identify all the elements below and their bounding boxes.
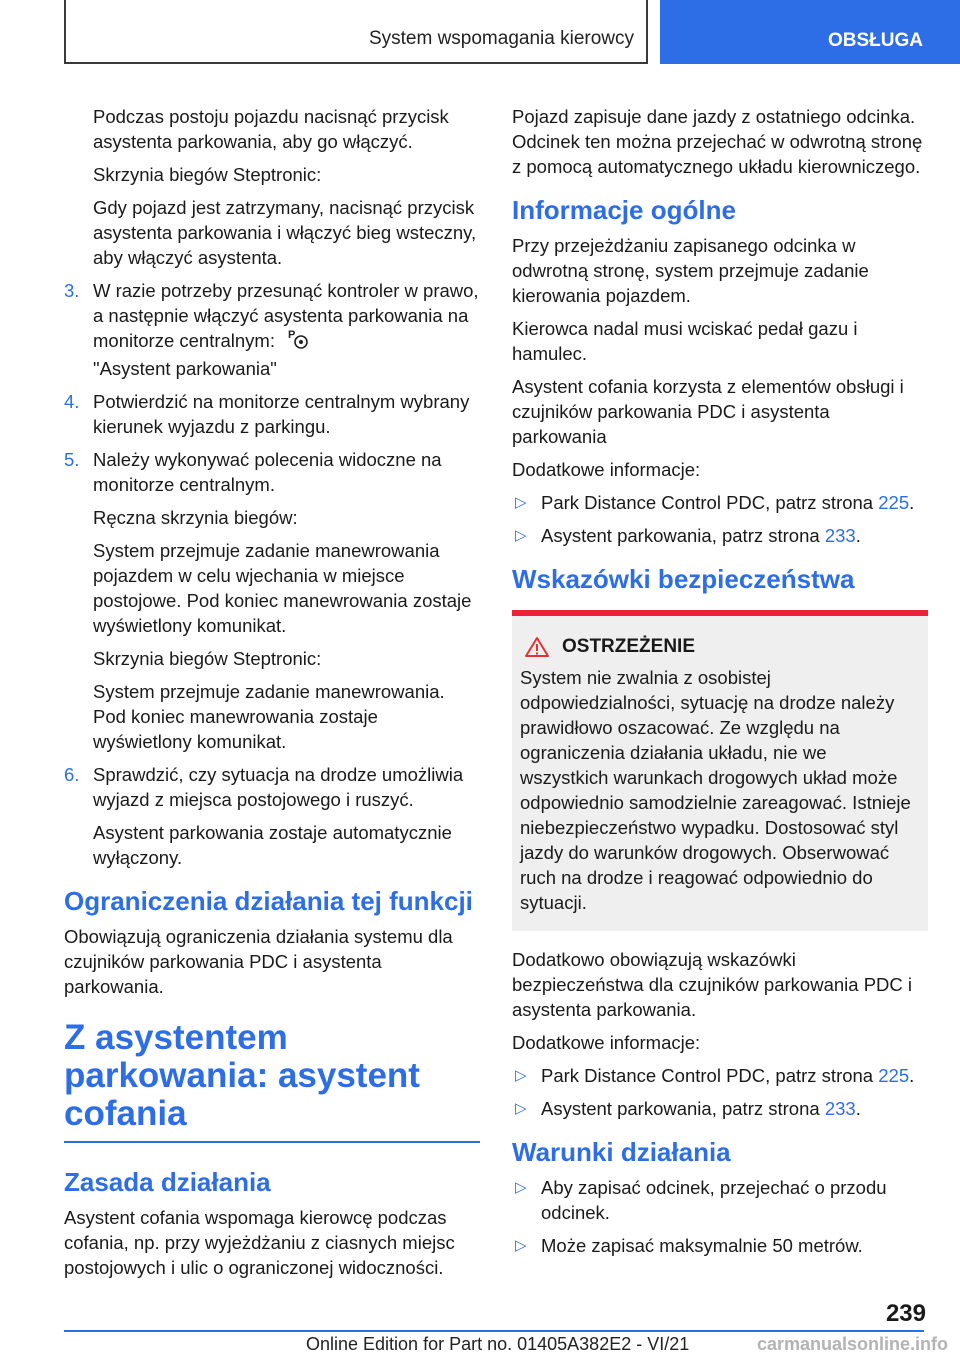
paragraph: Skrzynia biegów Steptronic:: [93, 648, 322, 670]
page-link[interactable]: 225: [878, 492, 910, 513]
paragraph: System przejmuje zadanie manewrowania pojazdem w celu wjechania w miejsce postojowe. Pod koniec manewrowania zostaje wyświetlony komunikat.: [93, 540, 472, 637]
page-link[interactable]: 233: [824, 525, 856, 546]
heading-limits: Ograniczenia działania tej funkcji: [64, 886, 473, 917]
section-title: System wspomagania kierowcy: [368, 28, 634, 49]
list-item: ▷ Asystent parkowania, patrz strona 233.: [515, 525, 861, 546]
list-item: ▷ Park Distance Control PDC, patrz strona 225.: [515, 1065, 915, 1086]
paragraph: Obowiązują ograniczenia działania systemu dla czujników parkowania PDC i asystenta parkowania.: [64, 926, 453, 998]
paragraph: Asystent parkowania zostaje automatycznie wyłączony.: [93, 822, 452, 869]
step-text: Potwierdzić na monitorze centralnym wybrany kierunek wyjazdu z parkingu.: [93, 391, 470, 438]
list-item-text: Może zapisać maksymalnie 50 metrów.: [541, 1235, 863, 1256]
paragraph: Asystent cofania wspomaga kierowcę podczas cofania, np. przy wyjeżdżaniu z ciasnych miejsc postojowych i ulic o ograniczonej widoczności.: [64, 1207, 455, 1279]
list-item: ▷ Asystent parkowania, patrz strona 233.: [515, 1098, 861, 1119]
warning-triangle-icon: [524, 636, 550, 658]
step-text: Sprawdzić, czy sytuacja na drodze umożliwia wyjazd z miejsca postojowego i ruszyć.: [93, 764, 464, 811]
step-number: 3.: [64, 280, 80, 301]
list-item-text: Asystent parkowania, patrz strona: [541, 525, 820, 546]
page-link[interactable]: 233: [824, 1098, 856, 1119]
triangle-bullet-icon: ▷: [515, 1100, 527, 1117]
left-column: [64, 104, 480, 1288]
triangle-bullet-icon: ▷: [515, 1067, 527, 1084]
paragraph: Dodatkowe informacje:: [512, 1032, 701, 1053]
triangle-bullet-icon: ▷: [515, 494, 527, 511]
chapter-tab[interactable]: [660, 0, 960, 64]
step-5: [64, 447, 480, 497]
paragraph: Kierowca nadal musi wciskać pedał gazu i hamulec.: [512, 318, 858, 364]
footer-divider: [64, 1330, 924, 1332]
heading-conditions: Warunki działania: [512, 1137, 731, 1167]
paragraph: Dodatkowe informacje:: [512, 459, 701, 480]
paragraph: Skrzynia biegów Steptronic:: [93, 164, 322, 185]
page-number: 239: [885, 1300, 926, 1327]
edition-text: Online Edition for Part no. 01405A382E2 - VI/21: [306, 1334, 690, 1354]
list-item-text: Aby zapisać odcinek, przejechać o przodu odcinek.: [541, 1177, 887, 1223]
paragraph: Pojazd zapisuje dane jazdy z ostatniego odcinka. Odcinek ten można przejechać w odwrotną stronę z pomocą automatycznego układu kierowniczego.: [512, 106, 923, 177]
page-link[interactable]: 225: [878, 1065, 910, 1086]
triangle-bullet-icon: ▷: [515, 1237, 527, 1254]
paragraph: Podczas postoju pojazdu nacisnąć przycisk asystenta parkowania, aby go włączyć.: [93, 106, 449, 152]
list-item: [512, 1233, 928, 1258]
warning-title: OSTRZEŻENIE: [562, 636, 696, 657]
triangle-bullet-icon: ▷: [515, 1179, 527, 1196]
header-section-box: [64, 0, 648, 64]
paragraph: Dodatkowo obowiązują wskazówki bezpieczeństwa dla czujników parkowania PDC i asystenta parkowania.: [512, 949, 912, 1020]
chapter-tab-label: OBSŁUGA: [828, 30, 923, 51]
list-item: [512, 1175, 928, 1225]
list-item-text: Park Distance Control PDC, patrz strona: [541, 492, 874, 513]
right-column: [512, 104, 928, 1266]
paragraph: Gdy pojazd jest zatrzymany, nacisnąć przycisk asystenta parkowania i włączyć bieg wsteczny, aby włączyć asystenta.: [93, 197, 477, 268]
heading-general: Informacje ogólne: [512, 195, 736, 225]
heading-principle: Zasada działania: [64, 1167, 271, 1198]
warning-text: System nie zwalnia z osobistej odpowiedzialności, sytuację na drodze należy prawidłowo oszacować. Ze względu na ograniczenia działania układu, nie we wszystkich warunkach drogowych układ może odpowiednio samodzielnie zareagować. Istnieje niebezpieczeństwo wypadku. Dostosować styl jazdy do warunków drogowych. Obserwować ruch na drodze i reagować odpowiednio do sytuacji.: [520, 667, 911, 913]
step-text: Należy wykonywać polecenia widoczne na monitorze centralnym.: [93, 449, 442, 496]
paragraph: Przy przejeżdżaniu zapisanego odcinka w odwrotną stronę, system przejmuje zadanie kierowania pojazdem.: [512, 235, 869, 306]
step-number: 4.: [64, 391, 80, 413]
step-number: 5.: [64, 449, 80, 471]
paragraph: System przejmuje zadanie manewrowania. Pod koniec manewrowania zostaje wyświetlony komunikat.: [93, 681, 445, 753]
triangle-bullet-icon: ▷: [515, 527, 527, 544]
list-item-text: Park Distance Control PDC, patrz strona: [541, 1065, 874, 1086]
list-item-text: Asystent parkowania, patrz strona: [541, 1098, 820, 1119]
chapter-heading: Z asystentem parkowania: asystent cofania: [64, 1019, 480, 1143]
parking-assist-icon: [286, 328, 310, 356]
step-text: W razie potrzeby przesunąć kontroler w prawo, a następnie włączyć asystenta parkowania na monitorze centralnym:: [93, 280, 479, 351]
step-number: 6.: [64, 764, 80, 786]
list-item: ▷ Park Distance Control PDC, patrz strona 225.: [515, 492, 915, 513]
heading-safety: Wskazówki bezpieczeństwa: [512, 564, 855, 594]
warning-header: [520, 634, 920, 659]
step-quote: "Asystent parkowania": [93, 358, 277, 380]
watermark: carmanualsonline.info: [756, 1334, 948, 1354]
paragraph: Ręczna skrzynia biegów:: [93, 507, 298, 529]
step-6: [64, 762, 480, 812]
paragraph: Asystent cofania korzysta z elementów obsługi i czujników parkowania PDC i asystenta parkowania: [512, 376, 904, 447]
warning-box: [512, 610, 928, 931]
step-4: [64, 389, 480, 439]
svg-text:P: P: [288, 329, 296, 342]
step-3: [64, 278, 480, 381]
